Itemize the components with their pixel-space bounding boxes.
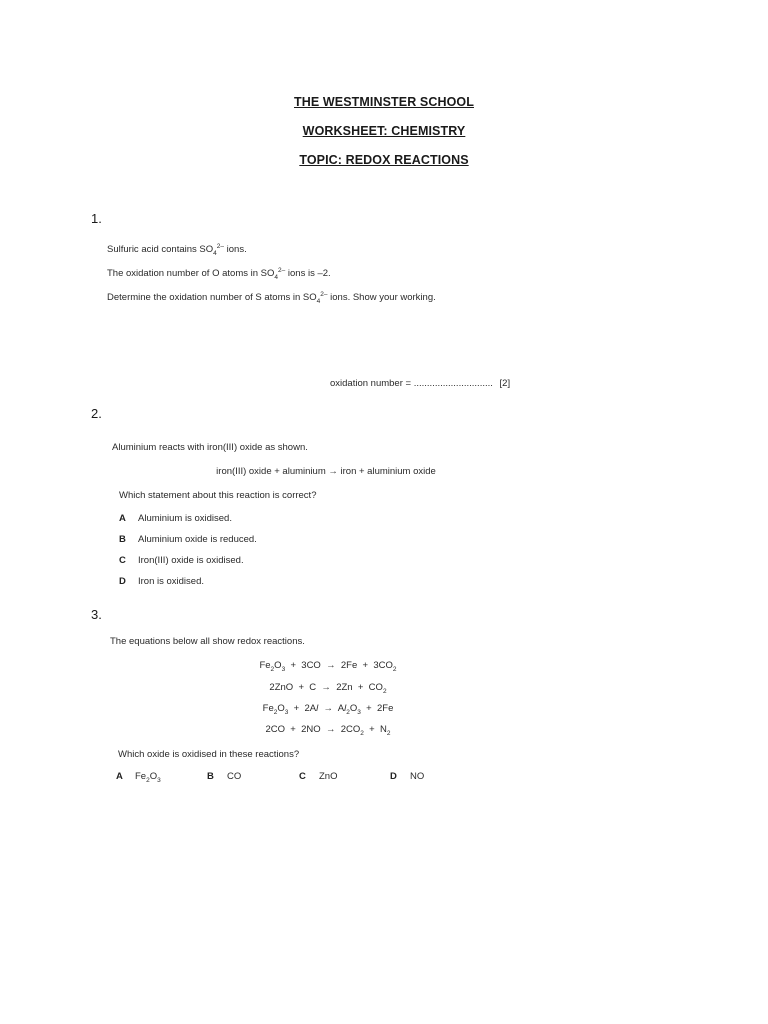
q1-sup: 2– (216, 242, 224, 250)
q1-sup: 2– (320, 290, 328, 298)
worksheet-title: WORKSHEET: CHEMISTRY (302, 124, 466, 138)
q2-equation: iron(III) oxide + aluminium → iron + aluminium oxide (216, 466, 436, 477)
q3-equation-2: $2ZnO + C \to 2Zn + CO_2$ (269, 682, 387, 695)
option-letter: B (207, 771, 214, 782)
option-letter: A (116, 771, 123, 782)
option-letter: D (119, 576, 126, 587)
option-letter: B (119, 534, 126, 545)
subscript: 2 (146, 776, 150, 784)
q1-line-2-post: ions is –2. (285, 268, 331, 279)
q1-sub: 4 (316, 297, 321, 305)
q1-answer-label: oxidation number = .............................. (330, 378, 493, 389)
q1-sub: 4 (213, 249, 217, 257)
q3-option-d (390, 771, 424, 782)
option-letter: D (390, 771, 397, 782)
q1-line-1-pre: Sulfuric acid contains SO (107, 244, 214, 255)
q1-line-3-post: ions. Show your working. (327, 292, 436, 303)
q3-question: Which oxide is oxidised in these reactions? (118, 749, 300, 760)
q1-line-2-pre: The oxidation number of O atoms in SO (107, 268, 275, 279)
q1-line-1 (107, 244, 247, 255)
q1-marks: [2] (499, 378, 511, 389)
option-text: Aluminium is oxidised. (138, 513, 232, 524)
q1-answer-line (330, 378, 510, 389)
option-text: Iron is oxidised. (138, 576, 205, 587)
q3-option-c (299, 771, 337, 782)
q1-sub: 4 (274, 273, 279, 281)
subscript: 3 (157, 776, 161, 784)
option-text: ZnO (319, 771, 338, 782)
q2-option-b (119, 534, 257, 545)
option-text: Iron(III) oxide is oxidised. (138, 555, 244, 566)
option-letter: C (299, 771, 306, 782)
school-title: THE WESTMINSTER SCHOOL (294, 95, 474, 109)
question-3-number: 3. (91, 607, 102, 622)
q2-question: Which statement about this reaction is correct? (119, 490, 317, 501)
option-text: NO (410, 771, 425, 782)
option-text: CO (227, 771, 242, 782)
q2-option-c (119, 555, 244, 566)
q3-equation-1: $Fe_2O_3 + 3CO \to 2Fe + 3CO_2$ (259, 660, 397, 673)
q3-equation-3: $Fe_2O_3 + 2Al \to Al_2O_3 + 2Fe$ (262, 703, 394, 716)
option-text-o: O (149, 771, 158, 782)
question-1-number: 1. (91, 211, 102, 226)
q1-line-3-pre: Determine the oxidation number of S atoms in SO (107, 292, 317, 303)
question-2-number: 2. (91, 406, 102, 421)
option-letter: A (119, 513, 126, 524)
q2-option-d (119, 576, 204, 587)
q3-intro: The equations below all show redox reactions. (110, 636, 305, 647)
q1-line-2 (107, 268, 331, 279)
q1-sup: 2– (278, 266, 286, 274)
option-text: Fe (135, 771, 147, 782)
q3-equation-4: $2CO + 2NO \to 2CO_2 + N_2$ (265, 724, 391, 737)
option-text: Aluminium oxide is reduced. (138, 534, 257, 545)
topic-title: TOPIC: REDOX REACTIONS (299, 153, 469, 167)
q1-line-1-post: ions. (224, 244, 247, 255)
option-letter: C (119, 555, 126, 566)
q3-option-b (207, 771, 241, 782)
q2-option-a (119, 513, 232, 524)
q3-option-a (116, 771, 161, 782)
q1-line-3 (107, 292, 436, 303)
q2-intro: Aluminium reacts with iron(III) oxide as shown. (112, 442, 308, 453)
